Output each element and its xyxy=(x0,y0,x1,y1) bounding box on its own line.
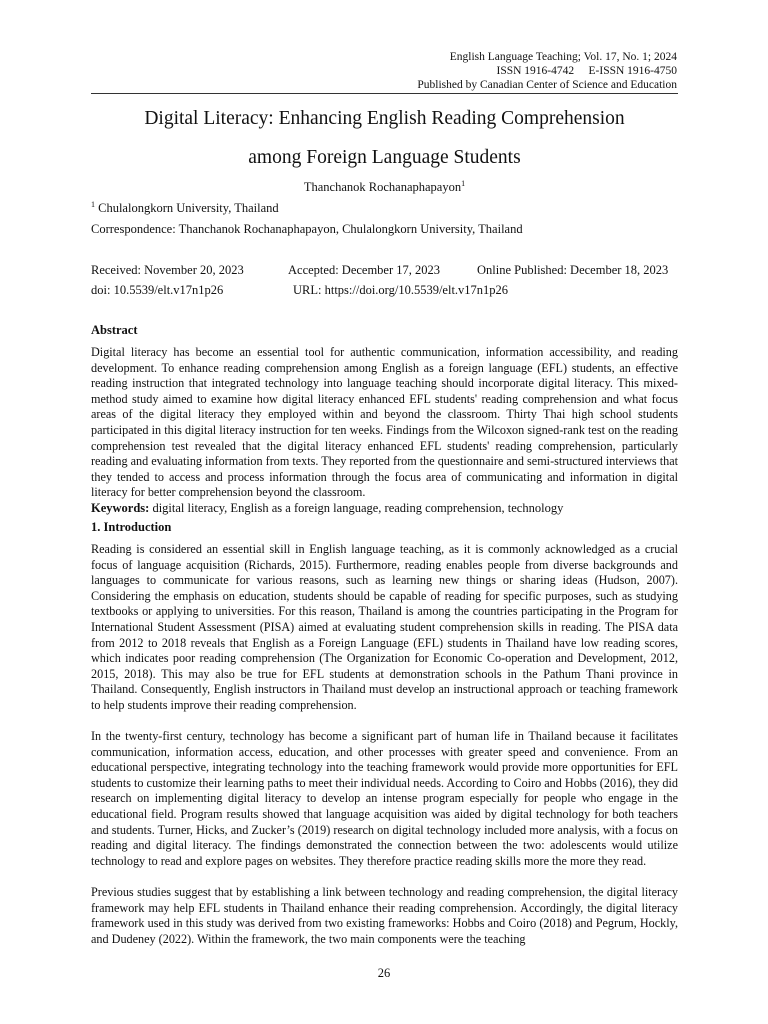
article-url[interactable]: URL: https://doi.org/10.5539/elt.v17n1p26 xyxy=(293,283,509,297)
affiliation-text: Chulalongkorn University, Thailand xyxy=(95,201,279,215)
journal-citation: English Language Teaching; Vol. 17, No. 1; 2024 xyxy=(449,51,677,63)
abstract-heading: Abstract xyxy=(91,323,138,337)
accepted-date: Accepted: December 17, 2023 xyxy=(288,263,441,277)
abstract-text: Digital literacy has become an essential tool for authentic communication, information accessibility, and reading development. To enhance reading comprehension among English as a foreign language (EFL) students, an effective reading instruction that integrated technology into language teaching should incorporate digital literacy. This mixed-method study aimed to examine how digital literacy enhanced EFL students' reading comprehension and what focus areas of the digital literacy they employed within and beyond the classroom. Thirty Thai high school students participated in this digital literacy instruction for ten weeks. Findings from the Wilcoxon signed-rank test on the reading comprehension test revealed that the digital literacy enhanced EFL students' reading comprehension, particularly reading and evaluating information from texts. They reported from the questionnaire and semi-structured interviews that they tended to access and process information through the focus area of communicating and information in digital literacy for better comprehension beyond the classroom. xyxy=(91,345,678,500)
correspondence: Correspondence: Thanchanok Rochanaphapayon, Chulalongkorn University, Thailand xyxy=(91,222,523,236)
keywords-label: Keywords: xyxy=(91,501,150,515)
article-title-line-2: among Foreign Language Students xyxy=(248,147,521,168)
author-name-text: Thanchanok Rochanaphapayon xyxy=(303,180,462,194)
introduction-paragraph-2: In the twenty-first century, technology has become a significant part of human life in Thailand because it facilitates communication, information access, education, and other processes with greater speed and convenience. From an educational perspective, integrating technology into the teaching framework would provide more opportunities for EFL students to customize their learning paths to meet their individual needs. According to Coiro and Hobbs (2016), they did research on implementing digital literacy to develop an intense program especially for people who engage in the educational field. Program results showed that language acquisition was aided by digital technology for both teachers and students. Turner, Hicks, and Zucker’s (2019) research on digital technology included more analysis, with a focus on reading and digital literacy. The findings demonstrated the connection between the two: adolescents would utilize technology to read and explore pages on websites. They therefore practice reading skills more the more they read. xyxy=(91,729,678,868)
received-date: Received: November 20, 2023 xyxy=(91,263,244,277)
keywords-text: digital literacy, English as a foreign language, reading comprehension, technology xyxy=(149,501,564,515)
affiliation xyxy=(91,201,279,216)
author-affiliation-mark: 1 xyxy=(461,178,466,188)
introduction-paragraph-3: Previous studies suggest that by establishing a link between technology and reading comprehension, the digital literacy framework may help EFL students in Thailand enhance their reading comprehension. Accordingly, the digital literacy framework used in this study was derived from two existing frameworks: Hobbs and Coiro (2018) and Pegrum, Hockly, and Dudeney (2022). Within the framework, the two main components were the teaching xyxy=(91,885,678,946)
article-title-line-1: Digital Literacy: Enhancing English Reading Comprehension xyxy=(144,108,625,129)
introduction-heading: 1. Introduction xyxy=(91,520,172,534)
keywords xyxy=(91,501,563,516)
introduction-paragraph-1: Reading is considered an essential skill in English language teaching, as it is commonly acknowledged as a crucial focus of language acquisition (Richards, 2015). Furthermore, reading enables people from diverse backgrounds and languages to communicate for various reasons, such as learning new things or sharing ideas (Hudson, 2007). Considering the emphasis on education, students should be capable of reading for specific purposes, such as studying textbooks or applying to universities. For this reason, Thailand is among the countries participating in the Program for International Student Assessment (PISA) aimed at evaluating student comprehension skills in reading. The PISA data from 2012 to 2018 reveals that English as a Foreign Language (EFL) students in Thailand have low reading scores, which indicates poor reading comprehension (The Organization for Economic Co-operation and Development, 2012, 2015, 2018). This may also be true for EFL students at demonstration schools in the Pathum Thani province in Thailand. Consequently, English instructors in Thailand must develop an instructional approach or teaching framework to help students improve their reading comprehension. xyxy=(91,542,678,712)
affiliation-mark: 1 xyxy=(91,199,95,209)
publisher-line: Published by Canadian Center of Science and Education xyxy=(417,79,677,91)
header-divider xyxy=(91,93,678,94)
published-date: Online Published: December 18, 2023 xyxy=(477,263,669,277)
issn-line: ISSN 1916-4742 E-ISSN 1916-4750 xyxy=(496,65,677,77)
doi[interactable]: doi: 10.5539/elt.v17n1p26 xyxy=(91,283,224,297)
page-number: 26 xyxy=(377,966,391,980)
author-name xyxy=(91,180,678,195)
